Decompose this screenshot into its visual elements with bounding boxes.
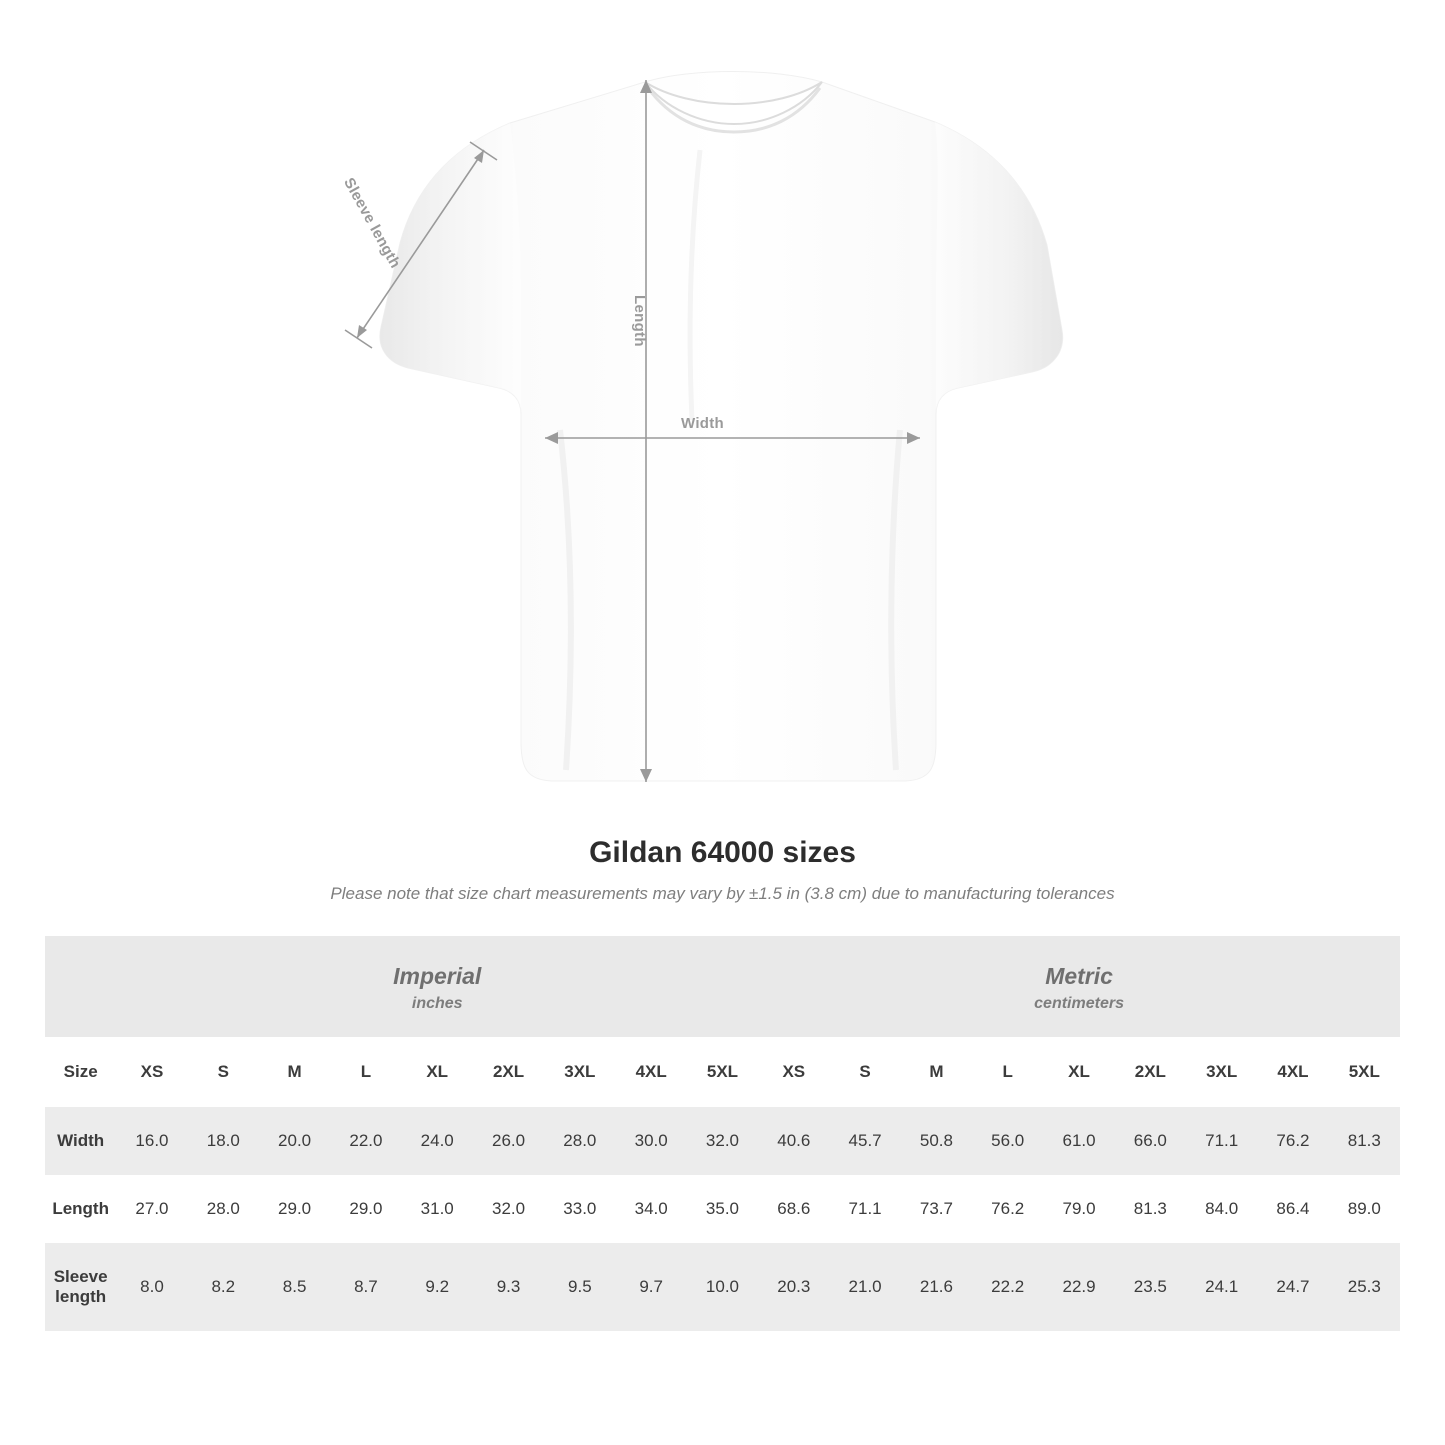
cell-sleeve-1: 8.2 [188, 1243, 259, 1331]
cell-length-7: 34.0 [616, 1175, 687, 1243]
cell-length-16: 86.4 [1257, 1175, 1328, 1243]
size-col-11: M [901, 1037, 972, 1107]
cell-length-8: 35.0 [687, 1175, 758, 1243]
size-col-2: M [259, 1037, 330, 1107]
unit-group-metric-sub: centimeters [1034, 994, 1124, 1012]
cell-sleeve-17: 25.3 [1329, 1243, 1400, 1331]
unit-group-imperial [116, 936, 758, 1037]
size-col-6: 3XL [544, 1037, 615, 1107]
size-col-13: XL [1043, 1037, 1114, 1107]
cell-sleeve-10: 21.0 [829, 1243, 900, 1331]
cell-length-12: 76.2 [972, 1175, 1043, 1243]
size-col-12: L [972, 1037, 1043, 1107]
cell-length-4: 31.0 [402, 1175, 473, 1243]
cell-sleeve-11: 21.6 [901, 1243, 972, 1331]
unit-group-imperial-label: Imperial [393, 963, 482, 989]
page-title: Gildan 64000 sizes [589, 836, 856, 869]
sleeve-length-dimension-label: Sleeve length [340, 175, 404, 272]
cell-width-1: 18.0 [188, 1107, 259, 1175]
cell-width-14: 66.0 [1115, 1107, 1186, 1175]
cell-width-3: 22.0 [330, 1107, 401, 1175]
chart-header [0, 836, 1445, 904]
row-label-length: Length [45, 1175, 116, 1243]
size-col-17: 5XL [1329, 1037, 1400, 1107]
size-col-7: 4XL [616, 1037, 687, 1107]
cell-width-6: 28.0 [544, 1107, 615, 1175]
size-col-8: 5XL [687, 1037, 758, 1107]
size-col-1: S [188, 1037, 259, 1107]
size-col-0: XS [116, 1037, 187, 1107]
cell-width-11: 50.8 [901, 1107, 972, 1175]
cell-width-0: 16.0 [116, 1107, 187, 1175]
cell-length-1: 28.0 [188, 1175, 259, 1243]
cell-sleeve-13: 22.9 [1043, 1243, 1114, 1331]
cell-length-11: 73.7 [901, 1175, 972, 1243]
unit-header-row [45, 936, 1400, 1037]
cell-length-17: 89.0 [1329, 1175, 1400, 1243]
size-chart-table [45, 936, 1400, 1331]
cell-sleeve-15: 24.1 [1186, 1243, 1257, 1331]
size-col-15: 3XL [1186, 1037, 1257, 1107]
cell-length-6: 33.0 [544, 1175, 615, 1243]
cell-length-3: 29.0 [330, 1175, 401, 1243]
unit-row-spacer [45, 936, 116, 1037]
cell-length-14: 81.3 [1115, 1175, 1186, 1243]
cell-width-9: 40.6 [758, 1107, 829, 1175]
cell-sleeve-9: 20.3 [758, 1243, 829, 1331]
unit-group-metric [758, 936, 1400, 1037]
length-dimension-label: Length [631, 295, 648, 347]
cell-sleeve-7: 9.7 [616, 1243, 687, 1331]
cell-width-5: 26.0 [473, 1107, 544, 1175]
size-col-3: L [330, 1037, 401, 1107]
cell-sleeve-5: 9.3 [473, 1243, 544, 1331]
cell-sleeve-16: 24.7 [1257, 1243, 1328, 1331]
cell-width-16: 76.2 [1257, 1107, 1328, 1175]
size-col-10: S [829, 1037, 900, 1107]
cell-length-13: 79.0 [1043, 1175, 1114, 1243]
size-header-row [45, 1037, 1400, 1107]
cell-width-4: 24.0 [402, 1107, 473, 1175]
row-label-width: Width [45, 1107, 116, 1175]
cell-sleeve-6: 9.5 [544, 1243, 615, 1331]
cell-width-12: 56.0 [972, 1107, 1043, 1175]
cell-length-5: 32.0 [473, 1175, 544, 1243]
size-col-14: 2XL [1115, 1037, 1186, 1107]
table-row [45, 1175, 1400, 1243]
cell-sleeve-0: 8.0 [116, 1243, 187, 1331]
cell-sleeve-2: 8.5 [259, 1243, 330, 1331]
size-header-label: Size [45, 1037, 116, 1107]
cell-sleeve-12: 22.2 [972, 1243, 1043, 1331]
cell-width-15: 71.1 [1186, 1107, 1257, 1175]
unit-group-imperial-sub: inches [411, 994, 463, 1012]
size-col-4: XL [402, 1037, 473, 1107]
cell-width-10: 45.7 [829, 1107, 900, 1175]
size-col-9: XS [758, 1037, 829, 1107]
cell-width-7: 30.0 [616, 1107, 687, 1175]
cell-width-2: 20.0 [259, 1107, 330, 1175]
unit-group-metric-label: Metric [1045, 963, 1113, 989]
cell-width-17: 81.3 [1329, 1107, 1400, 1175]
cell-sleeve-8: 10.0 [687, 1243, 758, 1331]
cell-length-2: 29.0 [259, 1175, 330, 1243]
tolerance-note: Please note that size chart measurements may vary by ±1.5 in (3.8 cm) due to manufacturing tolerances [330, 884, 1115, 903]
size-col-5: 2XL [473, 1037, 544, 1107]
cell-sleeve-3: 8.7 [330, 1243, 401, 1331]
table-row [45, 1107, 1400, 1175]
cell-width-13: 61.0 [1043, 1107, 1114, 1175]
cell-width-8: 32.0 [687, 1107, 758, 1175]
width-dimension-label: Width [681, 415, 725, 432]
size-col-16: 4XL [1257, 1037, 1328, 1107]
table-row [45, 1243, 1400, 1331]
cell-length-9: 68.6 [758, 1175, 829, 1243]
cell-length-10: 71.1 [829, 1175, 900, 1243]
size-chart-table-wrapper [45, 936, 1400, 1331]
cell-length-0: 27.0 [116, 1175, 187, 1243]
row-label-sleeve-length: Sleeve length [45, 1243, 116, 1331]
cell-sleeve-4: 9.2 [402, 1243, 473, 1331]
cell-length-15: 84.0 [1186, 1175, 1257, 1243]
cell-sleeve-14: 23.5 [1115, 1243, 1186, 1331]
